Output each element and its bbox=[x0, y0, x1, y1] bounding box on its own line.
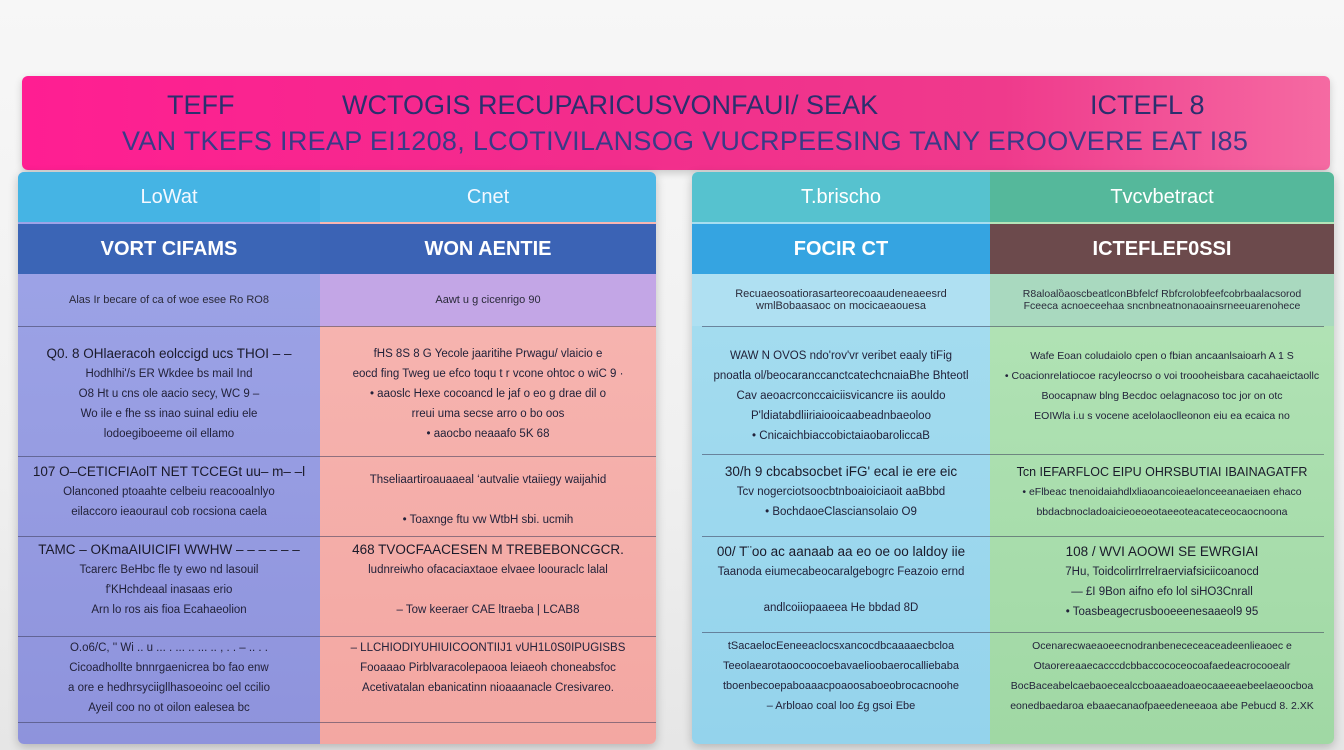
row-divider bbox=[702, 454, 1324, 455]
table-cell-line: Olanconed ptoaahte celbeiu reacooalnlyo bbox=[63, 486, 275, 498]
table-cell-line: — £I 9Bon aifno efo lol siHO3Cnrall bbox=[1071, 586, 1253, 598]
right-col1-header: T.brischo bbox=[692, 172, 990, 222]
right-comparison-table bbox=[692, 172, 1334, 744]
row-divider bbox=[702, 326, 1324, 327]
table-cell-line: Wafe Eoan coludaiolo cpen o fbian ancaanlsaioarh A 1 S bbox=[1030, 350, 1294, 362]
note-line: Fceeca acnoeceehaa sncnbneatnonaoainsrneeuarenohece bbox=[1023, 300, 1301, 312]
banner-title: WCTOGIS RECUPARICUSVONFAUI/ SEAK bbox=[342, 90, 879, 120]
right-row1-col2 bbox=[994, 346, 1330, 426]
table-cell-line: • aaoslc Hexe cocoancd le jaf o eo g drae dil o bbox=[369, 388, 607, 400]
left-row1-col2 bbox=[324, 344, 652, 444]
right-col1-note bbox=[692, 274, 990, 326]
note-line: R8aloalồaoscbeatlconBbfelcf Rbfcrolobfeefcobrbaalacsorod bbox=[1022, 288, 1302, 300]
left-row4-col2 bbox=[324, 638, 652, 698]
banner-left-label: TEFF bbox=[167, 90, 235, 120]
table-cell-line: 468 TVOCFAACESEN M TREBEBONCGCR. bbox=[352, 542, 624, 557]
note-line: wmlBobaasaoc on mocicaeaouesa bbox=[756, 300, 926, 312]
table-cell-line: Fooaaao Pirblvaracolepaooa leiaeoh choneabsfoc bbox=[360, 662, 616, 674]
table-cell-line: • Toasbeagecrusbooeeenesaaeol9 95 bbox=[1065, 606, 1259, 618]
table-cell-line: Ayeil coo no ot oilon ealesea bc bbox=[88, 702, 250, 714]
table-cell-line: Cicoadhollte bnnrgaenicrea bo fao enw bbox=[69, 662, 269, 674]
table-cell-line: Hodhlhi'/s ER Wkdee bs mail Ind bbox=[85, 368, 253, 380]
table-cell-line: Thseliaartiroauaaeal ‘autvalie vtaiiegy waijahid bbox=[369, 474, 607, 486]
left-row2-col1 bbox=[22, 462, 316, 522]
table-cell-line: TAMC – OKmaAIUICIFI WWHW – – – – – – bbox=[38, 542, 300, 557]
banner-subtitle: VAN TKEFS IREAP EI1208, LCOTIVILANSOG VUCRPEESING TANY EROOVERE EAT I85 bbox=[122, 126, 1249, 156]
table-cell-line: a ore e hedhrsyciigllhasoeoinc oel ccilio bbox=[67, 682, 270, 694]
table-cell-line: WAW N OVOS ndo'rov'vr veribet eaaly tiFig bbox=[729, 350, 953, 362]
right-col2-subheader: ICTEFLEF0SSI bbox=[990, 224, 1334, 274]
table-cell-line: Tcarerc BeHbc fle ty ewo nd lasouil bbox=[79, 564, 259, 576]
table-cell-line: tboenbecoepaboaaacpoaoosaboeobrocacnoohe bbox=[722, 680, 960, 692]
left-comparison-table bbox=[18, 172, 656, 744]
table-cell-line: – Tow keeraer CAE ltraeba | LCAB8 bbox=[396, 604, 580, 616]
table-cell-line: Ocenarecwaeaoeecnodranbenececeaceadeenlieaoec e bbox=[1032, 640, 1292, 652]
row-divider bbox=[18, 536, 656, 537]
table-cell-line: tSacaelocEeneeaclocsxancocdbcaaaaecbcloa bbox=[727, 640, 955, 652]
table-cell-line: • eFlbeac tnenoidaiahdlxliaoancoieaelonceeanaeiaen ehaco bbox=[1022, 486, 1302, 498]
table-cell-line: • Coacionrelatiocoe racyleocrso o voi troooheisbara cacahaeictaollc bbox=[1004, 370, 1320, 382]
table-cell-line: • BochdaoeClasciansolaio O9 bbox=[765, 506, 917, 518]
table-cell-line: 108 / WVI AOOWI SE EWRGIAI bbox=[1065, 544, 1259, 559]
table-cell-line: Tcv nogerciotsoocbtnboaioiciaoit aaBbbd bbox=[736, 486, 946, 498]
table-cell-line: Wo ile e fhe ss inao suinal ediu ele bbox=[80, 408, 258, 420]
left-col1-header: LoWat bbox=[18, 172, 320, 222]
left-col2-header: Cnet bbox=[320, 172, 656, 222]
left-row4-col1 bbox=[22, 638, 316, 718]
banner-right-label: ICTEFL 8 bbox=[1090, 90, 1205, 120]
table-cell-line: andlcoiiopaaeea He bbdad 8D bbox=[763, 602, 919, 614]
right-col2-header: Tvcvbetract bbox=[990, 172, 1334, 222]
table-cell-line: Acetivatalan ebanicatinn nioaaanacle Cresivareo. bbox=[362, 682, 614, 694]
table-cell-line: Arn lo ros ais fioa Ecahaeolion bbox=[91, 604, 247, 616]
left-col2-note: Aawt u g cicenrigo 90 bbox=[320, 274, 656, 326]
table-cell-line: • CnicaichbiaccobictaiaobaroliccaB bbox=[752, 430, 930, 442]
right-row2-col2 bbox=[994, 462, 1330, 522]
table-cell-line: O.o6/C, '' Wi .. u ... . ... .. ... .. , . . – .. . . bbox=[69, 642, 269, 654]
table-cell-line: • aaocbo neaaafo 5K 68 bbox=[426, 428, 550, 440]
left-row3-col2 bbox=[324, 540, 652, 620]
banner-subtitle-row bbox=[22, 126, 1330, 162]
right-col2-note bbox=[990, 274, 1334, 326]
right-row4-col2 bbox=[994, 636, 1330, 716]
row-divider bbox=[18, 456, 656, 457]
left-row2-col2 bbox=[324, 470, 652, 530]
banner-title-row bbox=[22, 90, 1330, 126]
table-cell-line: EOIWla i.u s vocene acelolaoclleonon eiu ea ecaica no bbox=[1034, 410, 1290, 422]
table-cell-line: Otaorereaaecacccdcbbaccococeocoafaedeacrocooealr bbox=[1033, 660, 1291, 672]
table-cell-line: eilaccoro ieaouraul cob rocsiona caela bbox=[71, 506, 267, 518]
note-line: Recuaeosoatiorasarteorecoaaudeneaeesrd bbox=[735, 288, 947, 300]
row-divider bbox=[18, 326, 656, 327]
table-cell-line: 00/ T¨oo ac aanaab aa eo oe oo laldoy iie bbox=[716, 544, 966, 559]
left-col2-subheader: WON AENTIE bbox=[320, 224, 656, 274]
row-divider bbox=[18, 722, 656, 723]
table-cell-line: Boocapnaw blng Becdoc oelagnacoso toc jor on otc bbox=[1041, 390, 1283, 402]
table-cell-line: rreui uma secse arro o bo oos bbox=[411, 408, 565, 420]
table-cell-line: eonedbaedaroa ebaaecanaofpaeedeneeaoa abe Pebucd 8. 2.XK bbox=[1010, 700, 1314, 712]
table-cell-line: – Arbloao coal loo £g gsoi Ebe bbox=[766, 700, 916, 712]
left-row3-col1 bbox=[22, 540, 316, 620]
table-cell-line: bbdacbnocladoaicieoeoeotaeeoteacateceocaocnoona bbox=[1036, 506, 1288, 518]
left-col1-note: Alas Ir becare of ca of woe esee Ro RO8 bbox=[69, 294, 269, 306]
left-row1-col1 bbox=[22, 344, 316, 444]
table-cell-line: pnoatla ol/beocaranccanctcatechcnaiaBhe Bhteotl bbox=[713, 370, 969, 382]
right-col1-subheader: FOCIR CT bbox=[692, 224, 990, 274]
left-col1-subheader: VORT CIFAMS bbox=[18, 224, 320, 274]
table-cell-line: f'KHchdeaal inasaas erio bbox=[105, 584, 233, 596]
table-cell-line: 30/h 9 cbcabsocbet iFG' ecal ie ere eic bbox=[724, 464, 958, 479]
row-divider bbox=[18, 636, 656, 637]
table-cell-line: ludnreiwho ofacaciaxtaoe elvaee loouraclc lalal bbox=[368, 564, 608, 576]
table-cell-line: Taanoda eiumecabeocaralgebogrc Feazoio ernd bbox=[717, 566, 965, 578]
table-cell-line: Q0. 8 OHlaeracoh eolccigd ucs THOI – – bbox=[46, 346, 292, 361]
right-row3-col2 bbox=[994, 542, 1330, 622]
right-row1-col1 bbox=[696, 346, 986, 446]
table-cell-line: Cav aeoacrconccaiciisvicancre iis aouldo bbox=[736, 390, 946, 402]
table-cell-line: lodoegiboeeme oil ellamo bbox=[103, 428, 235, 440]
title-banner bbox=[22, 76, 1330, 170]
table-cell-line: P'ldiatabdliiriaiooicaabeadnbaeoloo bbox=[751, 410, 931, 422]
table-cell-line: • Toaxnge ftu vw WtbH sbi. ucmih bbox=[402, 514, 574, 526]
right-row4-col1 bbox=[696, 636, 986, 716]
row-divider bbox=[702, 632, 1324, 633]
table-cell-line: BocBaceabelcaebaoecealccboaaeadoaeocaaeeaebeelaeoocboa bbox=[1010, 680, 1314, 692]
table-cell-line: – LLCHIODIYUHIUICOONTIIJ1 vUH1L0S0IPUGISBS bbox=[350, 642, 626, 654]
table-cell-line: O8 Ht u cns ole aacio secy, WC 9 – bbox=[78, 388, 260, 400]
table-cell-line: 7Hu, Toidcolirrlrrelraerviafsiciicoanocd bbox=[1065, 566, 1259, 578]
right-row3-col1 bbox=[696, 542, 986, 618]
table-cell-line: Teeolaearotaoocoocoebavaelioobaerocalliebaba bbox=[722, 660, 960, 672]
table-cell-line: Tcn IEFARFLOC EIPU OHRSBUTIAI IBAINAGATFR bbox=[1016, 465, 1308, 479]
right-row2-col1 bbox=[696, 462, 986, 522]
table-cell-line: 107 O–CETICFIΑolT NET TCCEGt uu– m– –l bbox=[32, 464, 306, 479]
row-divider bbox=[702, 536, 1324, 537]
table-cell-line: fHS 8S 8 G Yecole jaaritihe Prwagu/ vlaicio e bbox=[373, 348, 603, 360]
table-cell-line: eocd fing Tweg ue efco toqu t r vcone ohtoc o wiC 9 · bbox=[352, 368, 624, 380]
